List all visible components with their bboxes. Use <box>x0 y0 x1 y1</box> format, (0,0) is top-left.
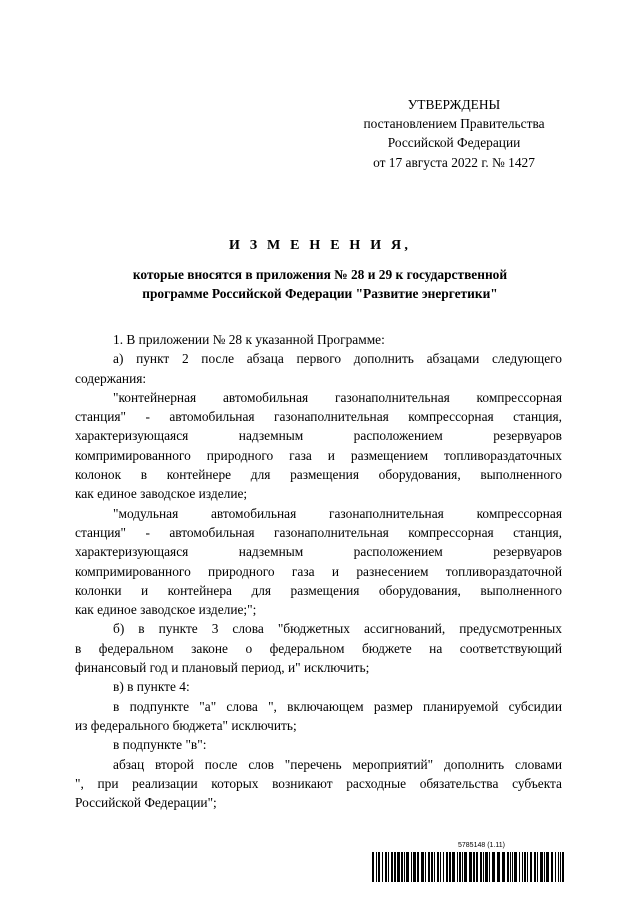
body-line: характеризующаяся надземным расположением резервуаров <box>75 544 562 560</box>
body-line: "модульная автомобильная газонаполнительная компрессорная <box>113 505 562 521</box>
approval-heading: УТВЕРЖДЕНЫ <box>407 97 501 112</box>
document-subtitle <box>60 265 580 303</box>
body-line: колонки и контейнера для размещения оборудования, выполненного <box>75 582 562 598</box>
body-line: Российской Федерации"; <box>75 795 217 811</box>
body-line: компримированного природного газа и размещением топливораздаточных <box>75 447 562 463</box>
approval-line: постановлением Правительства <box>363 116 545 132</box>
approval-date: от 17 августа 2022 г. № 1427 <box>373 154 535 170</box>
body-line: 1. В приложении № 28 к указанной Программе: <box>113 332 385 347</box>
body-line: как единое заводское изделие; <box>75 486 248 502</box>
body-line: станция" - автомобильная газонаполнительная компрессорная станция, <box>75 409 562 425</box>
document-title: И З М Е Н Е Н И Я, <box>228 238 412 253</box>
body-line: финансовый год и плановый период, и" исключить; <box>75 660 370 676</box>
subtitle-line: программе Российской Федерации "Развитие энергетики" <box>142 286 498 301</box>
body-line: в подпункте "а" слова ", включающем размер планируемой субсидии <box>113 698 562 714</box>
body-line: как единое заводское изделие;"; <box>75 602 257 618</box>
body-line: характеризующаяся надземным расположением резервуаров <box>75 428 562 444</box>
body-line: а) пункт 2 после абзаца первого дополнить абзацами следующего <box>113 351 562 367</box>
approval-line: Российской Федерации <box>387 135 521 151</box>
body-line: абзац второй после слов "перечень мероприятий" дополнить словами <box>113 756 562 772</box>
body-line: из федерального бюджета" исключить; <box>75 717 297 733</box>
subtitle-line: которые вносятся в приложения № 28 и 29 к государственной <box>132 267 508 282</box>
body-line: станция" - автомобильная газонаполнительная компрессорная станция, <box>75 524 562 540</box>
body-line: б) в пункте 3 слова "бюджетных ассигнований, предусмотренных <box>113 621 562 637</box>
barcode-label: 5785148 (1.11) <box>458 842 505 849</box>
body-line: "контейнерная автомобильная газонаполнительная компрессорная <box>113 389 562 405</box>
approval-stamp <box>340 95 568 172</box>
body-line: колонок в контейнере для размещения оборудования, выполненного <box>75 467 562 483</box>
body-line: в федеральном законе о федеральном бюджете на соответствующий <box>75 640 562 656</box>
body-line: в) в пункте 4: <box>113 679 190 695</box>
document-body <box>75 330 562 812</box>
body-line: в подпункте "в": <box>113 737 207 753</box>
body-line: ", при реализации которых возникают расходные обязательства субъекта <box>75 775 562 791</box>
barcode-icon <box>372 852 566 882</box>
body-line: содержания: <box>75 370 147 386</box>
body-line: компримированного природного газа и разнесением топливораздаточной <box>75 563 562 579</box>
